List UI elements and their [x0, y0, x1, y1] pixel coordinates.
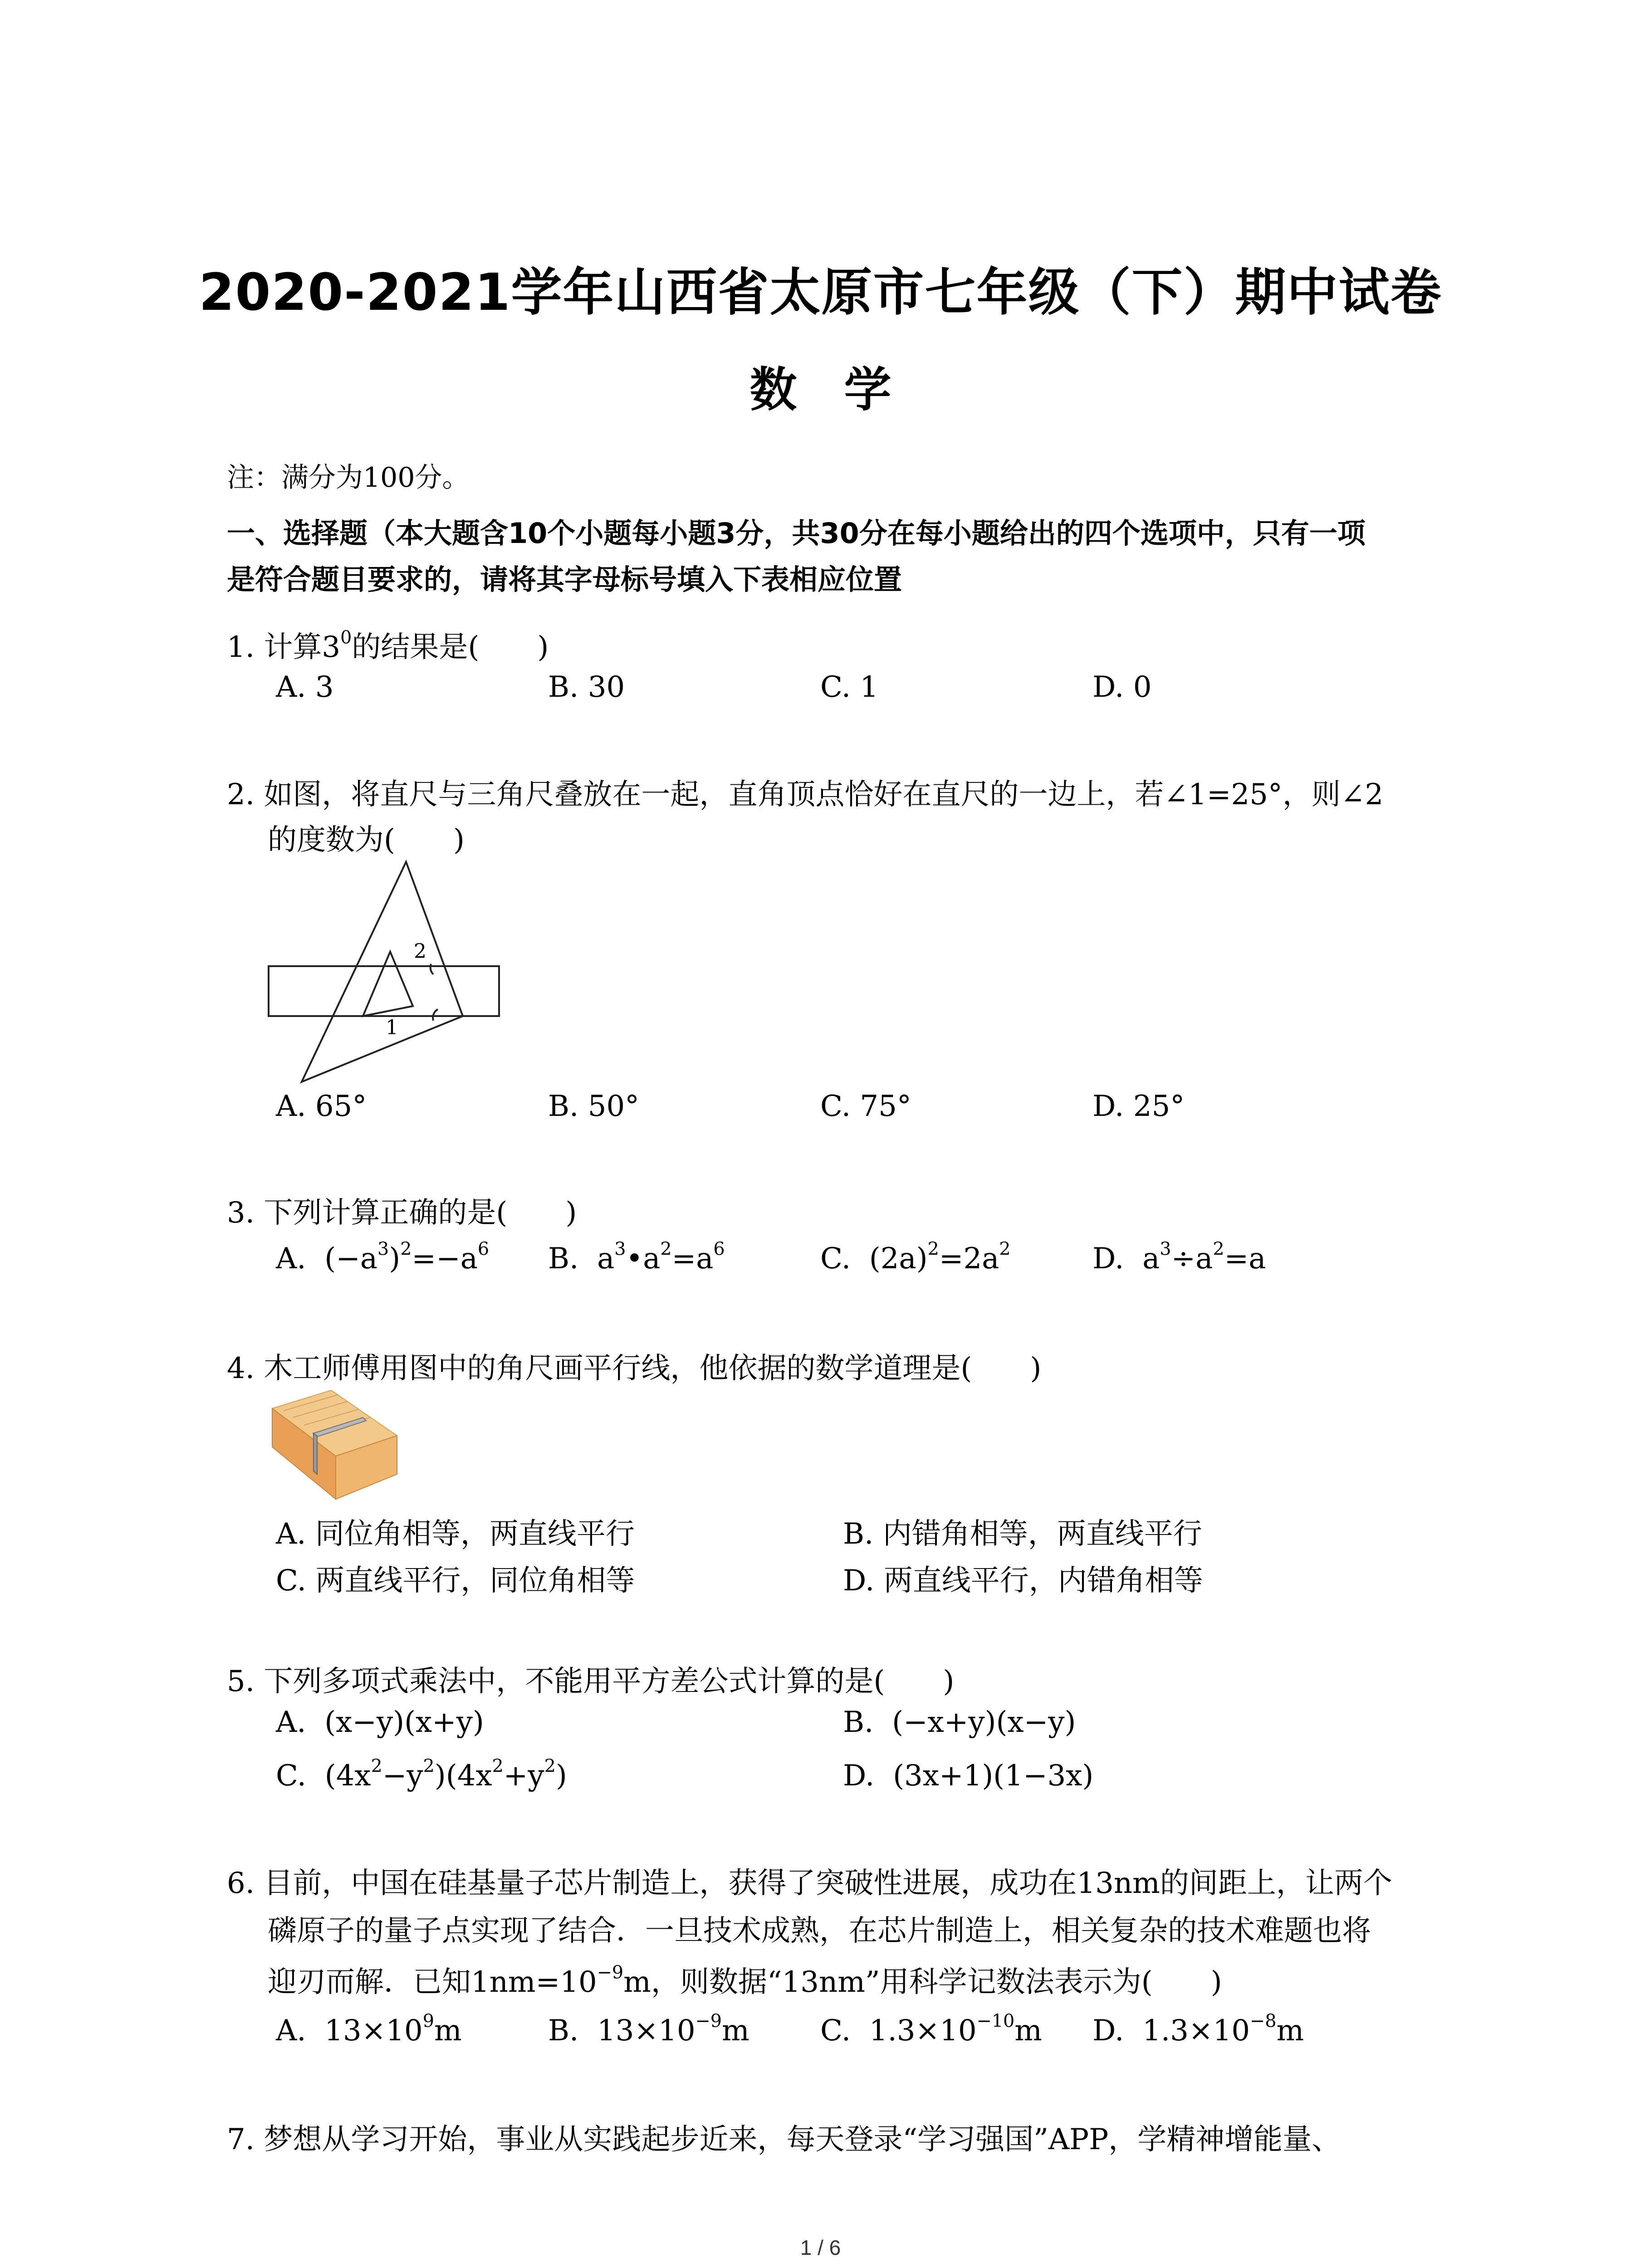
q4-option-d[interactable]: D. 两直线平行，内错角相等 — [843, 1564, 1203, 1598]
q3-option-c[interactable] — [820, 1238, 1011, 1276]
q6-option-a[interactable] — [276, 2010, 462, 2048]
question-6-line3 — [268, 1959, 1222, 2000]
superscript: −10 — [976, 2010, 1015, 2032]
q3-option-b[interactable] — [548, 1238, 725, 1276]
expr-part: ) — [389, 1242, 401, 1276]
expr-part: −y — [382, 1759, 423, 1793]
expr-part: m — [1014, 2014, 1042, 2048]
superscript: −9 — [695, 2010, 722, 2032]
q2-option-a[interactable]: A. 65° — [276, 1090, 367, 1123]
expr-part: m — [434, 2014, 462, 2048]
question-number: 2. — [227, 778, 255, 811]
question-text: 下列计算正确的是( ) — [264, 1196, 577, 1230]
expr: (−x+y)(x−y) — [892, 1706, 1076, 1739]
expr-part: m — [1276, 2014, 1304, 2048]
option-label: C. — [820, 1242, 851, 1276]
q5-option-c[interactable] — [276, 1755, 567, 1793]
question-2 — [227, 771, 1383, 813]
superscript: 2 — [400, 1238, 412, 1260]
option-label: B. — [548, 1242, 579, 1276]
question-number: 1. — [227, 631, 255, 664]
question-text-part: 计算3 — [264, 631, 341, 664]
option-label: A. — [276, 2014, 306, 2048]
question-text-part: m，则数据“13nm”用科学记数法表示为( ) — [623, 1965, 1222, 1999]
superscript: 2 — [371, 1755, 382, 1777]
option-label: A. — [276, 1242, 306, 1276]
expr-part: +y — [503, 1759, 544, 1793]
question-6-line2: 磷原子的量子点实现了结合．一旦技术成熟，在芯片制造上，相关复杂的技术难题也将 — [268, 1914, 1371, 1948]
superscript: −8 — [1249, 2010, 1277, 2032]
question-number: 3. — [227, 1196, 255, 1230]
question-number: 6. — [227, 1867, 255, 1900]
superscript: 2 — [492, 1755, 504, 1777]
option-label: B. — [843, 1706, 874, 1739]
superscript: 3 — [614, 1238, 626, 1260]
expr-part: •a — [626, 1242, 661, 1276]
option-label: A. — [276, 1706, 306, 1739]
question-text-line1: 如图，将直尺与三角尺叠放在一起，直角顶点恰好在直尺的一边上，若∠1=25°，则∠2 — [264, 778, 1384, 811]
question-6 — [227, 1860, 1392, 1901]
question-7 — [227, 2116, 1341, 2158]
question-text-part: 的结果是( ) — [352, 631, 549, 664]
page-number: 1 / 6 — [800, 2236, 841, 2259]
expr-part: =a — [671, 1242, 714, 1276]
superscript: 2 — [1213, 1238, 1225, 1260]
q5-option-d[interactable] — [843, 1759, 1093, 1793]
square-handle — [314, 1433, 317, 1474]
question-4 — [227, 1345, 1041, 1387]
ruler-shape — [269, 966, 499, 1016]
expr-part: =a — [1224, 1242, 1266, 1276]
option-label: C. — [276, 1759, 307, 1793]
superscript: 6 — [477, 1238, 490, 1260]
expr-part: (2a) — [869, 1242, 928, 1276]
superscript: 2 — [999, 1238, 1011, 1260]
expr-part: (−a — [324, 1242, 377, 1276]
section-heading — [227, 510, 1452, 603]
section-heading-line2: 是符合题目要求的，请将其字母标号填入下表相应位置 — [227, 563, 902, 596]
option-label: D. — [1092, 2014, 1124, 2048]
superscript: 9 — [422, 2010, 434, 2032]
superscript: 0 — [340, 627, 352, 648]
expr-part: )(4x — [434, 1759, 492, 1793]
q1-option-b[interactable]: B. 30 — [548, 670, 625, 704]
subject-title: 数 学 — [749, 362, 892, 417]
superscript: 2 — [423, 1755, 435, 1777]
superscript: 3 — [377, 1238, 389, 1260]
option-label: D. — [1092, 1242, 1124, 1276]
expr-part: 1.3×10 — [1142, 2014, 1250, 2048]
superscript: −9 — [597, 1962, 624, 1983]
expr-part: 13×10 — [324, 2014, 423, 2048]
question-text: 梦想从学习开始，事业从实践起步近来，每天登录“学习强国”APP，学精神增能量、 — [264, 2123, 1341, 2156]
expr-part: a — [1142, 1242, 1160, 1276]
question-text-part: 迎刃而解．已知1nm=10 — [268, 1965, 597, 1999]
q3-option-a[interactable] — [276, 1238, 490, 1276]
q6-option-c[interactable] — [820, 2010, 1042, 2048]
superscript: 2 — [660, 1238, 672, 1260]
question-5 — [227, 1658, 954, 1700]
expr-part: =2a — [939, 1242, 999, 1276]
superscript: 2 — [927, 1238, 939, 1260]
question-text: 木工师傅用图中的角尺画平行线，他依据的数学道理是( ) — [264, 1352, 1042, 1385]
expr-part: 13×10 — [597, 2014, 696, 2048]
question-number: 7. — [227, 2123, 255, 2156]
expr-part: =−a — [411, 1242, 478, 1276]
question-number: 5. — [227, 1665, 255, 1698]
q6-option-d[interactable] — [1092, 2010, 1304, 2048]
q4-option-b[interactable]: B. 内错角相等，两直线平行 — [843, 1517, 1202, 1551]
angle-1-label: 1 — [386, 1016, 398, 1039]
expr-part: 1.3×10 — [869, 2014, 977, 2048]
q6-option-b[interactable] — [548, 2010, 749, 2048]
q4-option-a[interactable]: A. 同位角相等，两直线平行 — [276, 1517, 635, 1551]
angle-1-arc — [433, 1009, 438, 1021]
q5-option-b[interactable] — [843, 1706, 1076, 1739]
q1-option-c[interactable]: C. 1 — [820, 670, 879, 704]
inner-triangle-shape — [363, 952, 413, 1016]
q1-option-a[interactable]: A. 3 — [276, 670, 334, 704]
option-label: D. — [843, 1759, 875, 1793]
expr-part: ÷a — [1171, 1242, 1213, 1276]
superscript: 6 — [713, 1238, 725, 1260]
q1-option-d[interactable]: D. 0 — [1092, 670, 1152, 704]
superscript: 2 — [544, 1755, 556, 1777]
expr-part: (4x — [324, 1759, 371, 1793]
section-heading-line1: 一、选择题（本大题含10个小题每小题3分，共30分在每小题给出的四个选项中，只有一项 — [227, 517, 1366, 550]
superscript: 3 — [1160, 1238, 1171, 1260]
question-3 — [227, 1189, 577, 1231]
expr-part: a — [597, 1242, 615, 1276]
q4-option-c[interactable]: C. 两直线平行，同位角相等 — [276, 1564, 635, 1598]
option-label: C. — [820, 2014, 851, 2048]
expr: (x−y)(x+y) — [324, 1706, 484, 1739]
expr: (3x+1)(1−3x) — [893, 1759, 1094, 1793]
expr-part: m — [722, 2014, 749, 2048]
q3-option-d[interactable] — [1092, 1238, 1266, 1276]
question-text-line1: 目前，中国在硅基量子芯片制造上，获得了突破性进展，成功在13nm的间距上，让两个 — [264, 1867, 1392, 1900]
expr-part: ) — [555, 1759, 567, 1793]
ruler-triangle-figure — [254, 853, 508, 1093]
question-2-line2: 的度数为( ) — [268, 823, 465, 857]
q2-option-d[interactable]: D. 25° — [1092, 1090, 1185, 1123]
option-label: B. — [548, 2014, 579, 2048]
q5-option-a[interactable] — [276, 1706, 484, 1739]
angle-2-label: 2 — [414, 940, 426, 963]
carpenter-square-image — [270, 1383, 402, 1501]
score-note: 注：满分为100分。 — [227, 462, 470, 494]
question-1 — [227, 624, 549, 665]
question-text: 下列多项式乘法中，不能用平方差公式计算的是( ) — [264, 1665, 955, 1698]
question-number: 4. — [227, 1352, 255, 1385]
page-title: 2020-2021学年山西省太原市七年级（下）期中试卷 — [199, 263, 1442, 322]
q2-option-c[interactable]: C. 75° — [820, 1090, 911, 1123]
q2-option-b[interactable]: B. 50° — [548, 1090, 640, 1123]
